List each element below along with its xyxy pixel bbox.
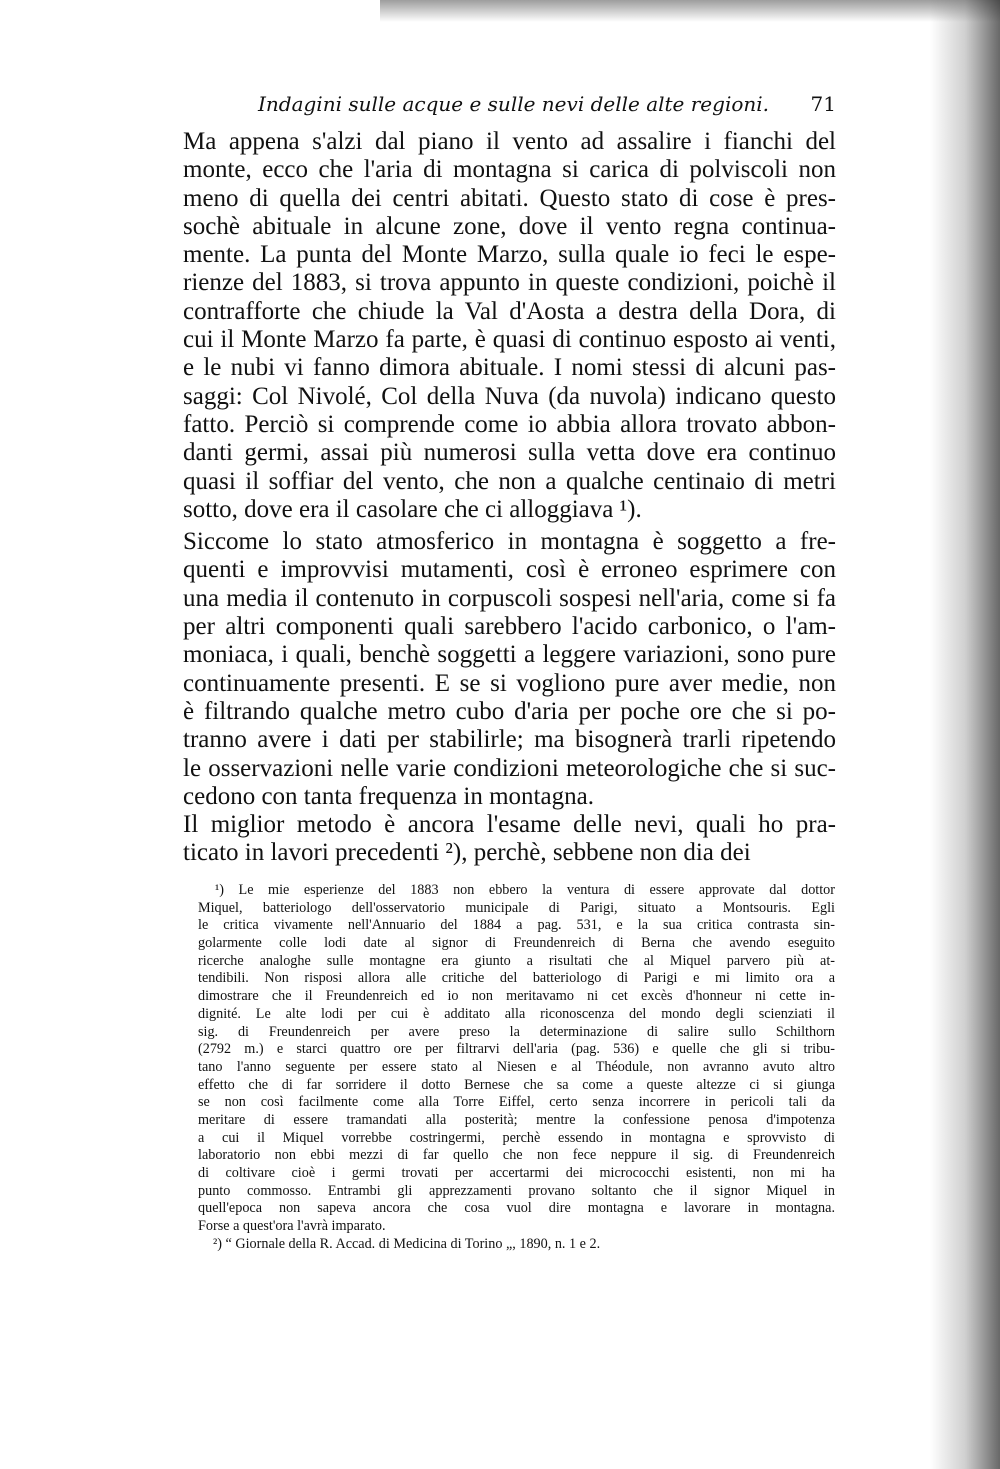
footnote-line: dimostrare che il Freundenreich ed io non meritavamo ni cet excès d'honneur ni cette in-: [198, 988, 835, 1005]
scan-top-shadow: [380, 0, 1000, 22]
body-line: cui il Monte Marzo fa parte, è quasi di continuo esposto ai venti,: [183, 326, 836, 354]
footnote-line: tano l'anno seguente per essere stato al Niesen e al Théodule, non avranno avuto altro: [198, 1058, 835, 1075]
footnote-line: (2792 m.) e starci quattro ore per filtrarvi dell'aria (pag. 536) e quelle che gli si tribu-: [198, 1041, 835, 1058]
body-line: quasi il soffiar del vento, che non a qualche centinaio di metri: [183, 467, 836, 495]
body-line: sochè abituale in alcune zone, dove il vento regna continua-: [183, 212, 836, 240]
footnote-line: sig. di Freundenreich per avere preso la determinazione di salire sullo Schilthorn: [198, 1023, 835, 1040]
body-line: meno di quella dei centri abitati. Questo stato di cose è pres-: [183, 184, 836, 212]
body-line: Il miglior metodo è ancora l'esame delle nevi, quali ho pra-: [183, 811, 836, 839]
footnote-line: tendibili. Non risposi allora alle critiche del batteriologo di Parigi e mi limito ora a: [198, 970, 835, 987]
footnote-line: ricerche analoghe sulle montagne era giunto a risultati che al Miquel parvero più at-: [198, 952, 835, 969]
body-line: è filtrando qualche metro cubo d'aria per poche ore che si po-: [183, 697, 836, 725]
footnote-line: di coltivare cioè i germi trovati per accertarmi dei micrococchi esistenti, non mi ha: [198, 1165, 835, 1181]
footnotes: [198, 882, 835, 1253]
footnote-line: punto commosso. Entrambi gli apprezzamenti provano soltanto che il signor Miquel in: [198, 1182, 835, 1199]
footnote-line: a cui il Miquel vorrebbe costringermi, perchè essendo in montagna e sprovvisto di: [198, 1129, 835, 1146]
body-line: Ma appena s'alzi dal piano il vento ad assalire i fianchi del: [183, 128, 836, 155]
body-line: le osservazioni nelle varie condizioni meteorologiche che si suc-: [183, 754, 836, 782]
body-line: moniaca, i quali, benchè soggetti a leggere variazioni, sono pure: [183, 641, 836, 669]
body-line: monte, ecco che l'aria di montagna si carica di polviscoli non: [183, 156, 836, 184]
footnote-line: laboratorio non ebbi mezzi di far quello che non fece neppure il sig. di Freundenreich: [198, 1147, 835, 1164]
footnote-line: le critica vivamente nell'Annuario del 1884 a pag. 531, e la sua critica contrasta sin-: [198, 917, 835, 934]
footnote-line: ¹) Le mie esperienze del 1883 non ebbero la ventura di essere approvate dal dottor: [215, 882, 835, 898]
running-header: [258, 92, 836, 116]
footnote-line: ²) “ Giornale della R. Accad. di Medicina di Torino „, 1890, n. 1 e 2.: [213, 1235, 601, 1252]
body-line: ticato in lavori precedenti ²), perchè, sebbene non dia dei: [183, 839, 751, 867]
footnote-line: meritare di essere tramandati alla posterità; mentre la confessione penosa d'impotenza: [198, 1111, 835, 1128]
body-line: danti germi, assai più numerosi sulla vetta dove era continuo: [183, 439, 836, 467]
body-line: saggi: Col Nivolé, Col della Nuva (da nuvola) indicano questo: [183, 382, 836, 410]
body-line: rienze del 1883, si trova appunto in queste condizioni, poichè il: [183, 269, 836, 297]
footnote-line: dignité. Le alte lodi per cui è additato alla riconoscenza del mondo degli scienziati il: [198, 1005, 835, 1022]
footnote-line: Forse a quest'ora l'avrà imparato.: [198, 1218, 386, 1235]
body-line: continuamente presenti. E se si vogliono pure aver medie, non: [183, 669, 836, 697]
body-line: e le nubi vi fanno dimora abituale. I nomi stessi di alcuni pas-: [183, 354, 836, 382]
body-line: quenti e improvvisi mutamenti, così è erroneo esprimere con: [183, 556, 836, 584]
footnote-line: Miquel, batteriologo dell'osservatorio municipale di Parigi, situato a Montsouris. Egli: [198, 899, 835, 916]
body-line: fatto. Perciò si comprende come io abbia allora trovato abbon-: [183, 410, 836, 438]
body-line: contrafforte che chiude la Val d'Aosta a destra della Dora, di: [183, 297, 836, 325]
footnote-line: se non così facilmente come alla Torre Eiffel, certo senza incorrere in pericoli tali da: [198, 1094, 835, 1111]
body-line: Siccome lo stato atmosferico in montagna è soggetto a fre-: [183, 528, 836, 556]
body-line: mente. La punta del Monte Marzo, sulla quale io feci le espe-: [183, 241, 836, 269]
running-title: Indagini sulle acque e sulle nevi delle alte regioni.: [258, 92, 770, 116]
body-line: tranno avere i dati per stabilirle; ma bisognerà trarli ripetendo: [183, 726, 836, 754]
page-number: 71: [810, 92, 836, 116]
footnote-line: quell'epoca non sapeva ancora che cosa vuol dire montagna e lavorare in montagna.: [198, 1200, 835, 1217]
body-text: [183, 128, 836, 868]
body-line: cedono con tanta frequenza in montagna.: [183, 782, 594, 810]
footnote-line: golarmente colle lodi date al signor di Freundenreich di Berna che avendo eseguito: [198, 935, 835, 952]
footnote-line: effetto che di far sorridere il dotto Bernese che sa come a queste altezze ci si giunga: [198, 1076, 835, 1093]
body-line: sotto, dove era il casolare che ci alloggiava ¹).: [183, 495, 642, 523]
body-line: per altri componenti quali sarebbero l'acido carbonico, o l'am-: [183, 613, 836, 641]
scan-binding-shadow: [930, 0, 1000, 1469]
body-line: una media il contenuto in corpuscoli sospesi nell'aria, come si fa: [183, 584, 836, 612]
